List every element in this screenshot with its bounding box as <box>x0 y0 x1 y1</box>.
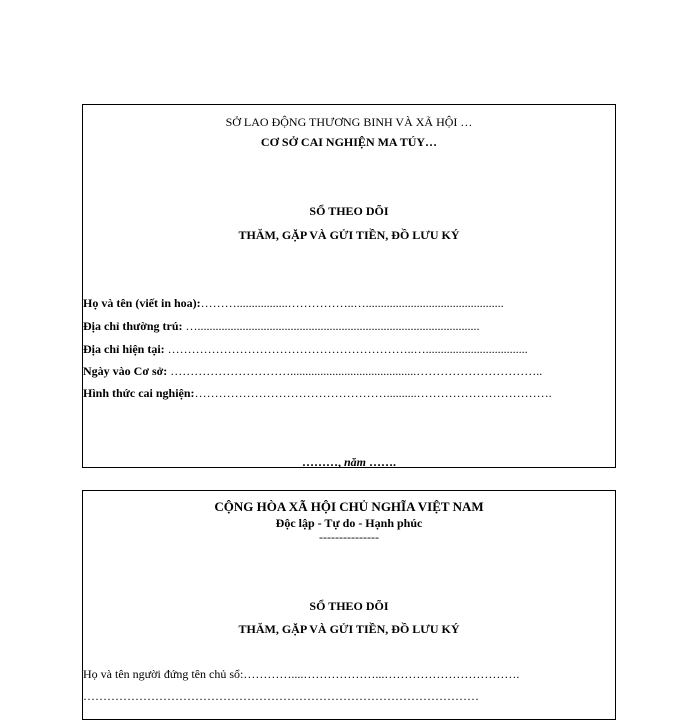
field-dots: ……….................……………..….............................................. <box>200 296 504 310</box>
field-admission-date <box>83 364 542 379</box>
field-label: Địa chỉ hiện tại: <box>83 342 165 356</box>
field-permanent-address <box>83 319 480 334</box>
field-full-name <box>83 296 504 311</box>
field-dots: …………………………………………..........……………………………. <box>194 386 552 400</box>
field-label: Họ và tên (viết in hoa): <box>83 296 201 310</box>
date-year-word: năm <box>343 455 366 469</box>
date-prefix: ………, <box>301 455 341 469</box>
agency-name: SỞ LAO ĐỘNG THƯƠNG BINH VÀ XÃ HỘI … <box>225 115 473 129</box>
cover-card-nation <box>82 490 616 720</box>
field-label: Địa chỉ thường trú: <box>83 319 183 333</box>
field-dots: ……………………………………………………..….................................. <box>164 342 528 356</box>
nation-name: CỘNG HÒA XÃ HỘI CHỦ NGHĨA VIỆT NAM <box>214 499 484 514</box>
field-dots: ….............................................................................................. <box>182 319 480 333</box>
national-motto: Độc lập - Tự do - Hạnh phúc <box>275 516 423 530</box>
field-label: Hình thức cai nghiện: <box>83 386 195 400</box>
motto-separator: --------------- <box>319 530 379 544</box>
book-subtitle: THĂM, GẶP VÀ GỬI TIỀN, ĐỒ LƯU KÝ <box>238 622 460 636</box>
field-dots: …………………………..........................................………………………….. <box>167 364 543 378</box>
field-label: Họ và tên người đứng tên chủ sổ: <box>83 667 244 681</box>
field-owner-name-continued <box>83 689 479 704</box>
field-label: Ngày vào Cơ sở: <box>83 364 168 378</box>
cover-card-facility <box>82 104 616 468</box>
field-rehab-form <box>83 386 552 401</box>
field-owner-name <box>83 667 519 682</box>
date-line <box>83 455 615 470</box>
date-suffix: ……. <box>369 455 396 469</box>
field-dots: ……………………………………………………………………………………… <box>83 689 479 703</box>
book-subtitle: THĂM, GẶP VÀ GỬI TIỀN, ĐỒ LƯU KÝ <box>238 228 460 242</box>
field-dots: …………....………………...……………………………. <box>243 667 520 681</box>
field-current-address <box>83 342 528 357</box>
book-title: SỔ THEO DÕI <box>309 204 389 218</box>
facility-name: CƠ SỞ CAI NGHIỆN MA TÚY… <box>260 135 438 149</box>
book-title: SỔ THEO DÕI <box>309 599 389 613</box>
